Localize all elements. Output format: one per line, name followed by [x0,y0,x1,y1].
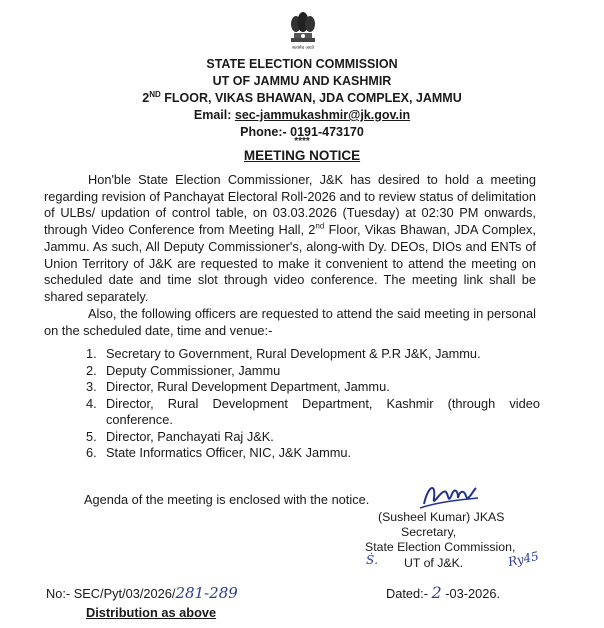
list-item: 4. Director, Rural Development Department, Kashmir (through video conference. [86,395,540,427]
list-item: 2. Deputy Commissioner, Jammu [86,362,281,378]
dated-line: Dated:- 2 -03-2026. [386,583,501,602]
notice-paragraph-1: Hon'ble State Election Commissioner, J&K has desired to hold a meeting regarding revision of Panchayat Electoral Roll-2026 and to review status of delimitation of ULBs/ updation of control table, on 03.03.2026 (Tuesday) at 02:30 PM onwards, through Video Conference from Meeting Hall, 2nd Floor, Vikas Bhawan, JDA Complex, Jammu. As such, All Deputy Commissioner's, along-with Dy. DEOs, DIOs and ENTs of Union Territory of J&K are requested to make it convenient to attend the meeting on scheduled date and time slot through video conference. The meeting link shall be shared separately. [44,172,536,304]
list-item: 6. State Informatics Officer, NIC, J&K Jammu. [86,445,352,460]
signatory-office: State Election Commission, [365,540,516,554]
signatory-name: (Susheel Kumar) JKAS [378,510,505,524]
national-emblem-icon [285,8,321,50]
header-phone: Phone:- 0191-473170 [240,125,364,139]
header-line-1: STATE ELECTION COMMISSION [206,57,398,71]
reference-number: No:- SEC/Pyt/03/2026/281-289 [46,584,238,602]
email-link[interactable]: sec-jammukashmir@jk.gov.in [234,108,411,122]
header-line-2: UT OF JAMMU AND KASHMIR [212,74,392,88]
list-item: 3. Director, Rural Development Department, Jammu. [86,379,390,394]
emblem-caption: सत्यमेव जयते [291,46,315,50]
notice-paragraph-2: Also, the following officers are requested to attend the said meeting in personal on the scheduled date, time and venue:- [44,306,536,338]
header-stars: **** [294,136,310,147]
header-email: Email: sec-jammukashmir@jk.gov.in [193,108,411,122]
handwritten-initials-right: Ry45 [506,548,540,570]
list-item: 1. Secretary to Government, Rural Development & P.R J&K, Jammu. [86,346,481,361]
officers-list [80,346,540,462]
header-address: 2ND FLOOR, VIKAS BHAWAN, JDA COMPLEX, JAMMU [142,89,462,105]
signatory-place: UT of J&K. [404,556,464,570]
agenda-line: Agenda of the meeting is enclosed with the notice. [84,492,370,507]
notice-title: MEETING NOTICE [243,148,361,163]
list-item: 5. Director, Panchayati Raj J&K. [86,428,274,444]
distribution-line: Distribution as above [86,605,217,620]
signatory-designation: Secretary, [401,525,457,539]
handwritten-initials-left: Ṡ. [366,553,379,567]
